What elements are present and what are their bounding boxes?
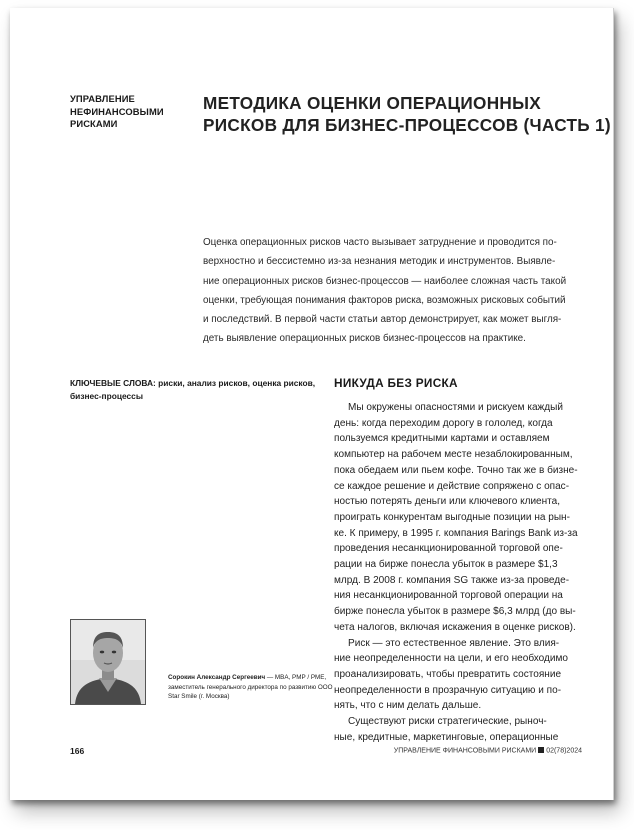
body-line: проанализировать, чтобы превратить состояние	[334, 668, 562, 680]
body-line: нять, что с ним делать дальше.	[334, 700, 482, 712]
abstract-line: верхностно и бессистемно из-за незнания методик и инструментов. Выявле-	[203, 256, 556, 268]
author-info	[168, 673, 333, 702]
body-line: пока обедаем или пьем кофе. Точно так же в бизне-	[334, 464, 578, 476]
body-line: ные, кредитные, маркетинговые, операционные	[334, 731, 559, 743]
body-line: день: когда переходим дорогу в гололед, когда	[334, 417, 553, 429]
body-line: ние неопределенности на цели, и его необходимо	[334, 653, 569, 665]
body-line: проиграть конкурентам выгодные позиции на рын-	[334, 511, 570, 523]
body-line: проведения несанкционированной торговой опе-	[334, 543, 563, 555]
body-line: млрд. В 2008 г. компания SG также из-за проведе-	[334, 574, 570, 586]
abstract-line: Оценка операционных рисков часто вызывает затруднение и проводится по-	[203, 237, 557, 248]
body-line: рации на бирже понесла убыток в размере $1,3	[334, 559, 558, 571]
author-line	[168, 673, 333, 683]
issue-number: 02(78)2024	[546, 747, 582, 755]
body-line: чета налогов, включая искажения в оценке рисков).	[334, 621, 576, 633]
body-line: ке. К примеру, в 1995 г. компания Barings Bank из-за	[334, 527, 578, 539]
section-label-line: РИСКАМИ	[70, 118, 118, 129]
section-label-line: НЕФИНАНСОВЫМИ	[70, 105, 164, 117]
body-line: компьютер на рабочем месте незаблокированным,	[334, 449, 573, 461]
body-line: Существуют риски стратегические, рыноч-	[348, 716, 547, 728]
keywords-line: КЛЮЧЕВЫЕ СЛОВА: риски, анализ рисков, оценка рисков,	[70, 378, 316, 388]
abstract-line: оценки, требующая понимания факторов риска, возможных рисковых событий	[203, 294, 566, 306]
body-line: Мы окружены опасностями и рискуем каждый	[348, 402, 563, 413]
body-line: се каждое решение и действие сопряжено с опас-	[334, 480, 570, 492]
section-label-line: УПРАВЛЕНИЕ	[70, 93, 135, 104]
square-bullet-icon	[538, 747, 544, 753]
page-number: 166	[70, 746, 85, 756]
section-heading: НИКУДА БЕЗ РИСКА	[334, 376, 458, 390]
author-photo	[70, 619, 146, 705]
section-label	[70, 93, 180, 131]
keywords	[70, 377, 315, 402]
body-line: неопределенности в прозрачную ситуацию и по-	[334, 684, 562, 696]
author-position: заместитель генерального директора по развитию ООО	[168, 683, 333, 691]
article-body	[334, 400, 590, 745]
abstract-line: деть выявление операционных рисков бизнес-процессов на практике.	[203, 333, 526, 345]
author-company: Star Smile (г. Москва)	[168, 693, 230, 701]
magazine-name: УПРАВЛЕНИЕ ФИНАНСОВЫМИ РИСКАМИ	[393, 747, 537, 755]
abstract-line: ние операционных рисков бизнес-процессов — наиболее сложная часть такой	[203, 275, 567, 287]
body-line: бирже понесла убыток в размере $6,3 млрд (до вы-	[334, 606, 576, 618]
body-line: Риск — это естественное явление. Это влия-	[348, 637, 560, 649]
body-line: пользуемся кредитными картами и оставляем	[334, 433, 550, 445]
author-name: Сорокин Александр Сергеевич	[168, 674, 266, 681]
footer-magazine	[394, 747, 582, 755]
article-abstract	[203, 233, 583, 349]
author-portrait-image	[71, 620, 145, 704]
keywords-line: бизнес-процессы	[70, 390, 143, 401]
abstract-line: и последствий. В первой части статьи автор демонстрирует, как может выгля-	[203, 314, 562, 326]
article-title-line: МЕТОДИКА ОЦЕНКИ ОПЕРАЦИОННЫХ	[203, 93, 542, 113]
author-credentials: — MBA, PMP / PME,	[265, 674, 327, 681]
article-title-line: РИСКОВ ДЛЯ БИЗНЕС-ПРОЦЕССОВ (ЧАСТЬ 1)	[203, 115, 611, 135]
body-line: ностью потерять деньги или ключевого клиента,	[334, 496, 561, 508]
article-title	[203, 92, 611, 136]
body-line: ния несанкционированной торговой операции на	[334, 590, 563, 602]
